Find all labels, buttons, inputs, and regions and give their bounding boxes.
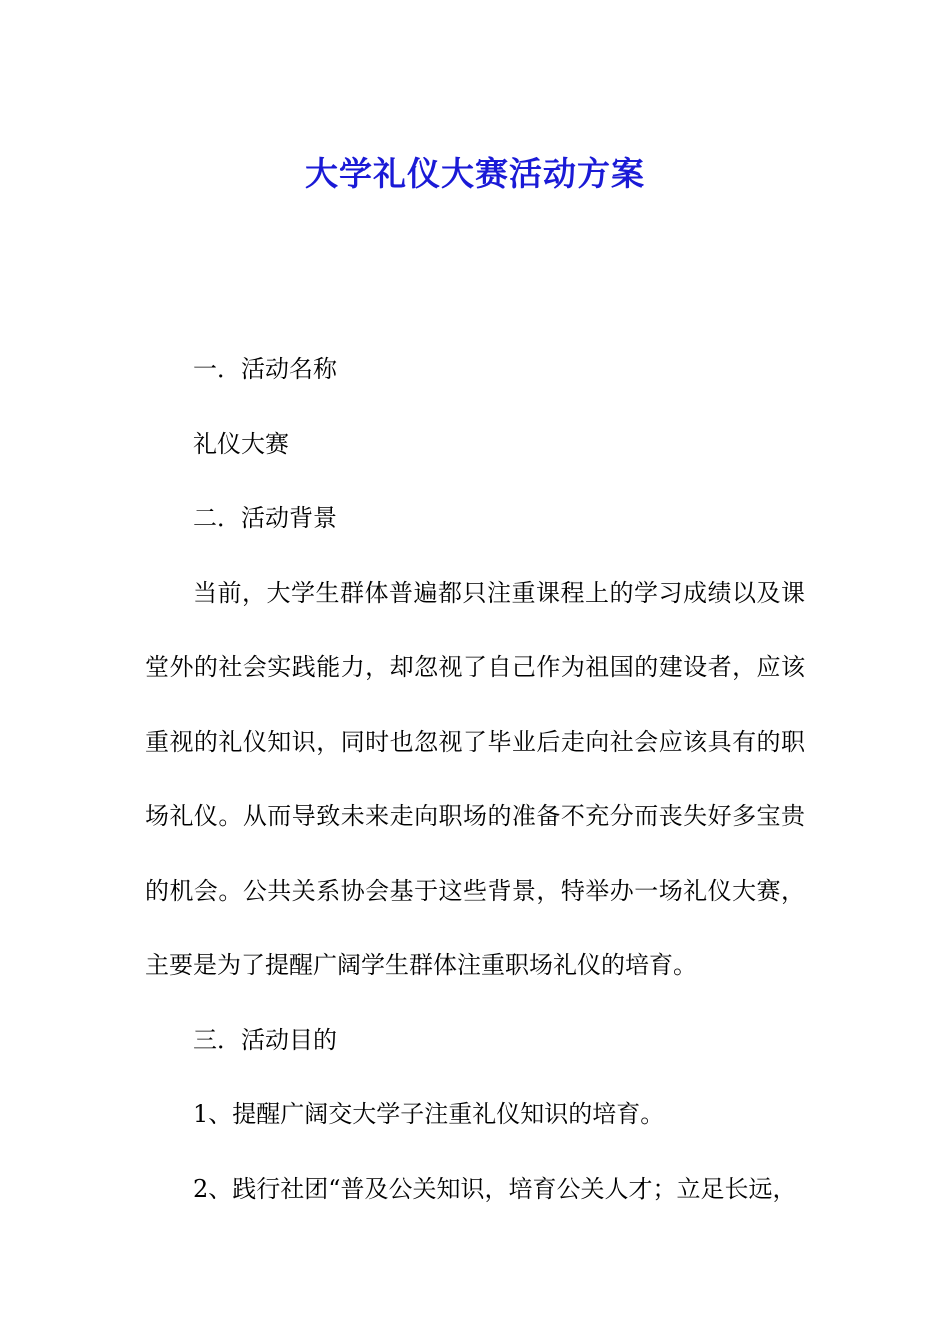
paragraph-purpose-item-1: 1、提醒广阔交大学子注重礼仪知识的培育。 — [193, 1100, 665, 1128]
paragraph-activity-background: 当前，大学生群体普遍都只注重课程上的学习成绩以及课堂外的社会实践能力，却忽视了自己作为祖国的建设者，应该重视的礼仪知识，同时也忽视了毕业后走向社会应该具有的职场礼仪。从而导致未来走向职场的准备不充分而丧失好多宝贵的机会。公共关系协会基于这些背景，特举办一场礼仪大赛，主要是为了提醒广阔学生群体注重职场礼仪的培育。 — [145, 578, 805, 979]
document-title: 大学礼仪大赛活动方案 — [305, 154, 645, 194]
heading-activity-purpose: 三．活动目的 — [193, 1025, 337, 1054]
paragraph-activity-name: 礼仪大赛 — [193, 429, 289, 458]
heading-activity-background: 二．活动背景 — [193, 504, 337, 532]
heading-activity-name: 一．活动名称 — [193, 355, 337, 383]
document-body — [145, 332, 805, 1226]
paragraph-purpose-item-2: 2、践行社团“普及公关知识，培育公关人才；立足长远， — [193, 1174, 797, 1203]
